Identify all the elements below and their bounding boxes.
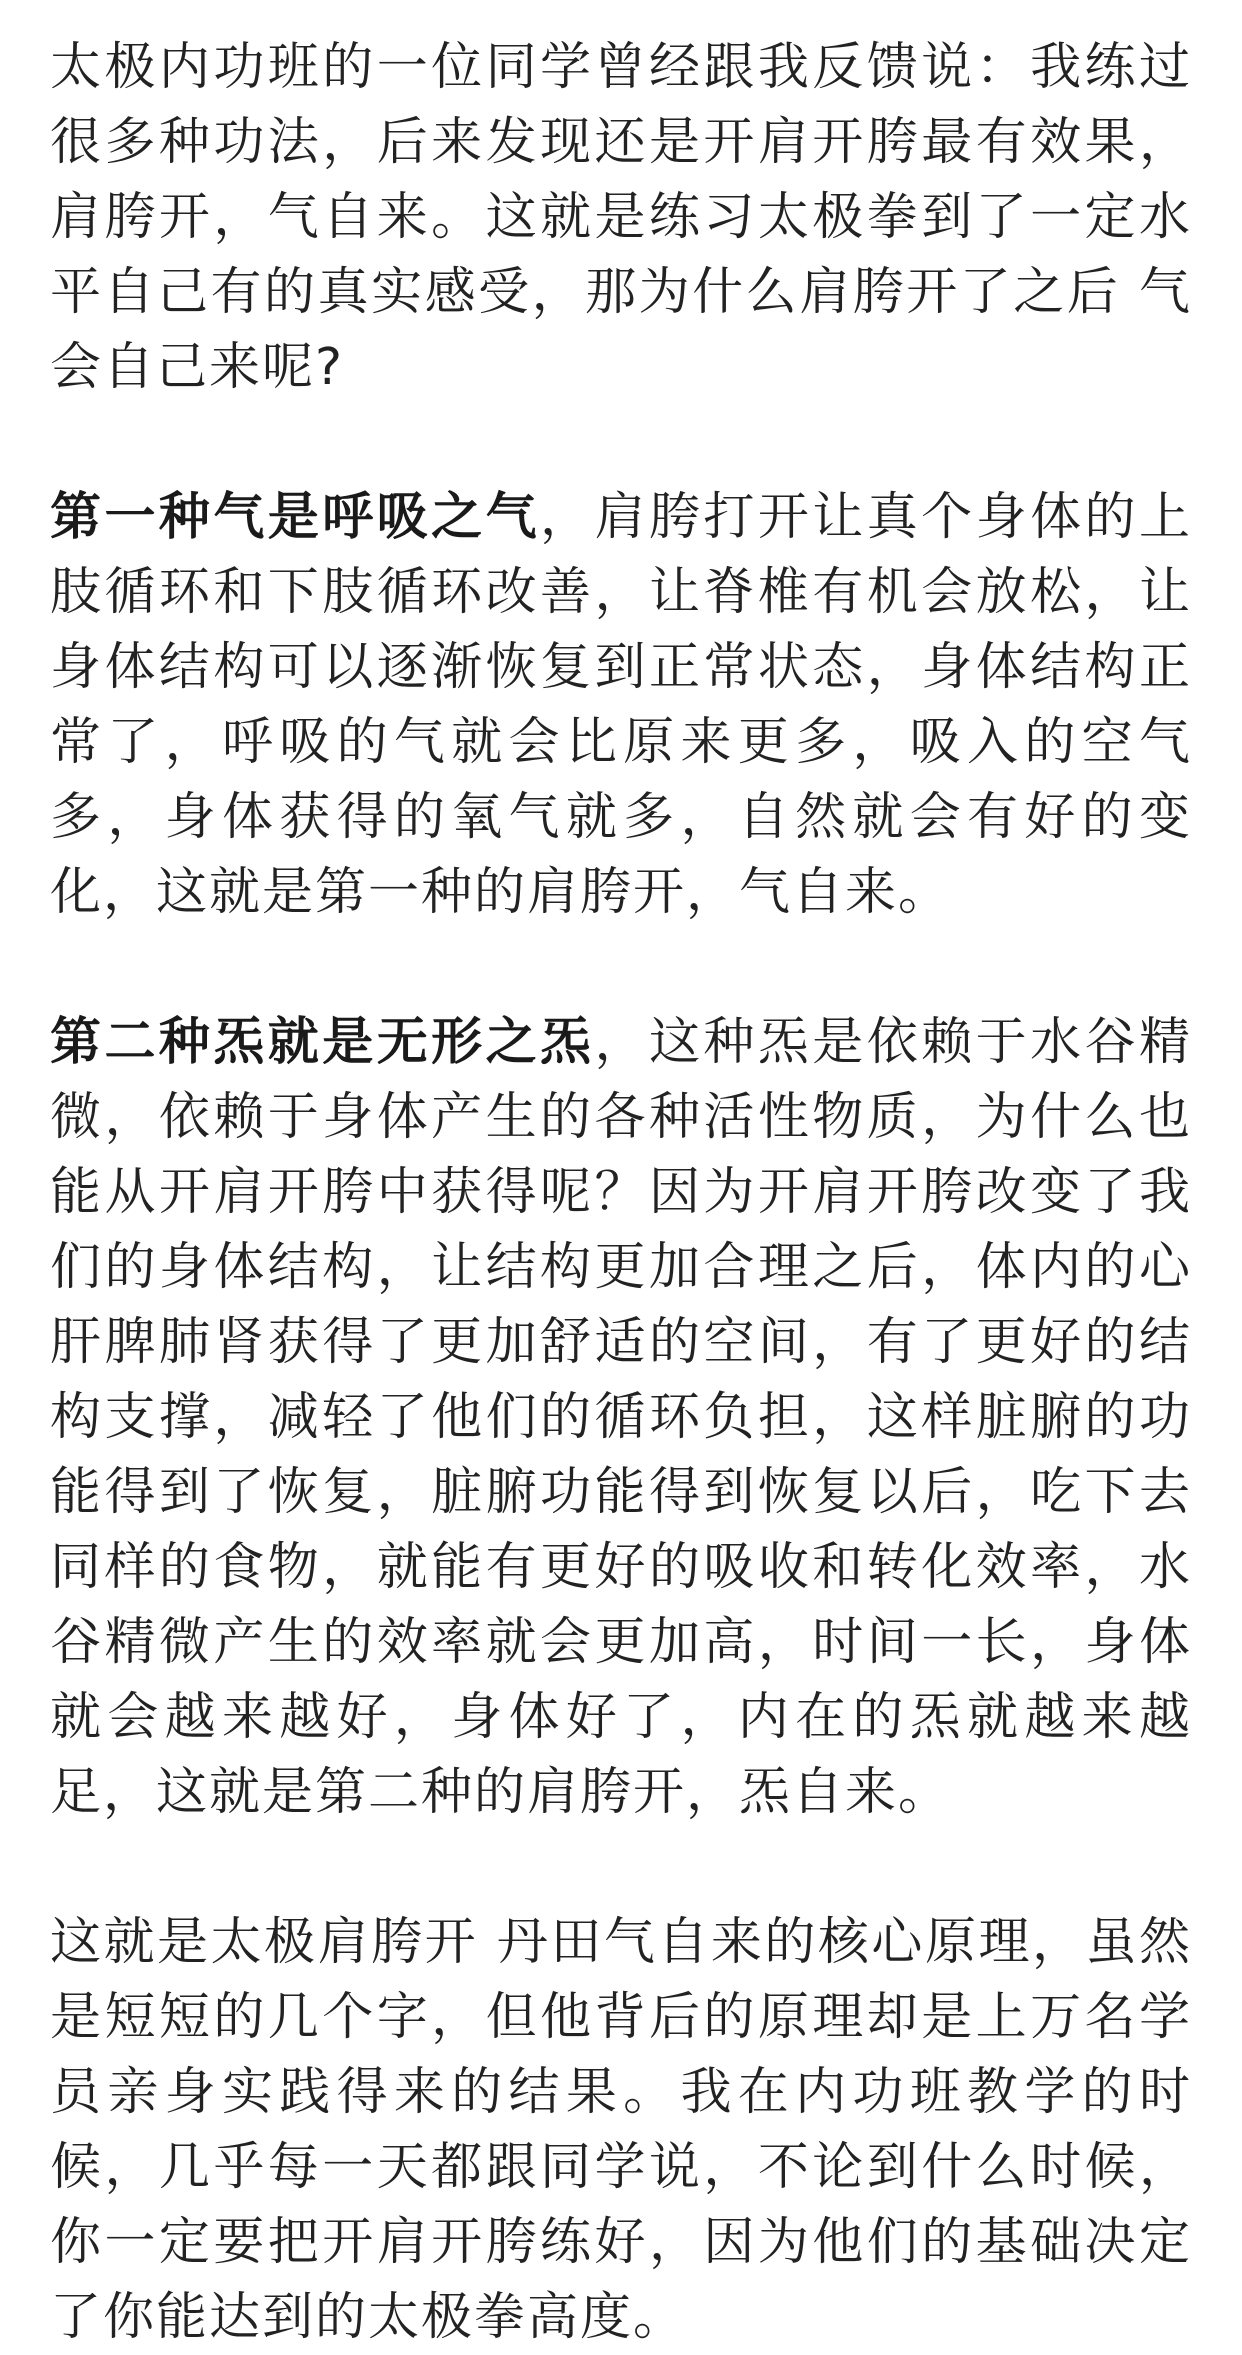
paragraph-text: 太极内功班的一位同学曾经跟我反馈说：我练过很多种功法，后来发现还是开肩开胯最有效果，肩胯开，气自来。这就是练习太极拳到了一定水平自己有的真实感受，那为什么肩胯开了之后 气会自己来呢? [50, 38, 1192, 397]
paragraph-lead-bold: 第一种气是呼吸之气 [50, 488, 541, 547]
paragraph-intro [50, 30, 1192, 405]
paragraph-text: ，肩胯打开让真个身体的上肢循环和下肢循环改善，让脊椎有机会放松，让身体结构可以逐渐恢复到正常状态，身体结构正常了，呼吸的气就会比原来更多，吸入的空气多，身体获得的氧气就多，自然就会有好的变化，这就是第一种的肩胯开，气自来。 [50, 488, 1192, 922]
paragraph-conclusion [50, 1905, 1192, 2355]
paragraph-first-qi [50, 480, 1192, 930]
paragraph-text: 这就是太极肩胯开 丹田气自来的核心原理，虽然是短短的几个字，但他背后的原理却是上万名学员亲身实践得来的结果。我在内功班教学的时候，几乎每一天都跟同学说，不论到什么时候，你一定要把开肩开胯练好，因为他们的基础决定了你能达到的太极拳高度。 [50, 1913, 1192, 2347]
paragraph-lead-bold: 第二种炁就是无形之炁 [50, 1013, 595, 1072]
paragraph-text: ，这种炁是依赖于水谷精微，依赖于身体产生的各种活性物质，为什么也能从开肩开胯中获得呢？因为开肩开胯改变了我们的身体结构，让结构更加合理之后，体内的心肝脾肺肾获得了更加舒适的空间，有了更好的结构支撑，减轻了他们的循环负担，这样脏腑的功能得到了恢复，脏腑功能得到恢复以后，吃下去同样的食物，就能有更好的吸收和转化效率，水谷精微产生的效率就会更加高，时间一长，身体就会越来越好，身体好了，内在的炁就越来越足，这就是第二种的肩胯开，炁自来。 [50, 1013, 1192, 1822]
article-body [50, 30, 1192, 2355]
paragraph-second-qi [50, 1005, 1192, 1830]
